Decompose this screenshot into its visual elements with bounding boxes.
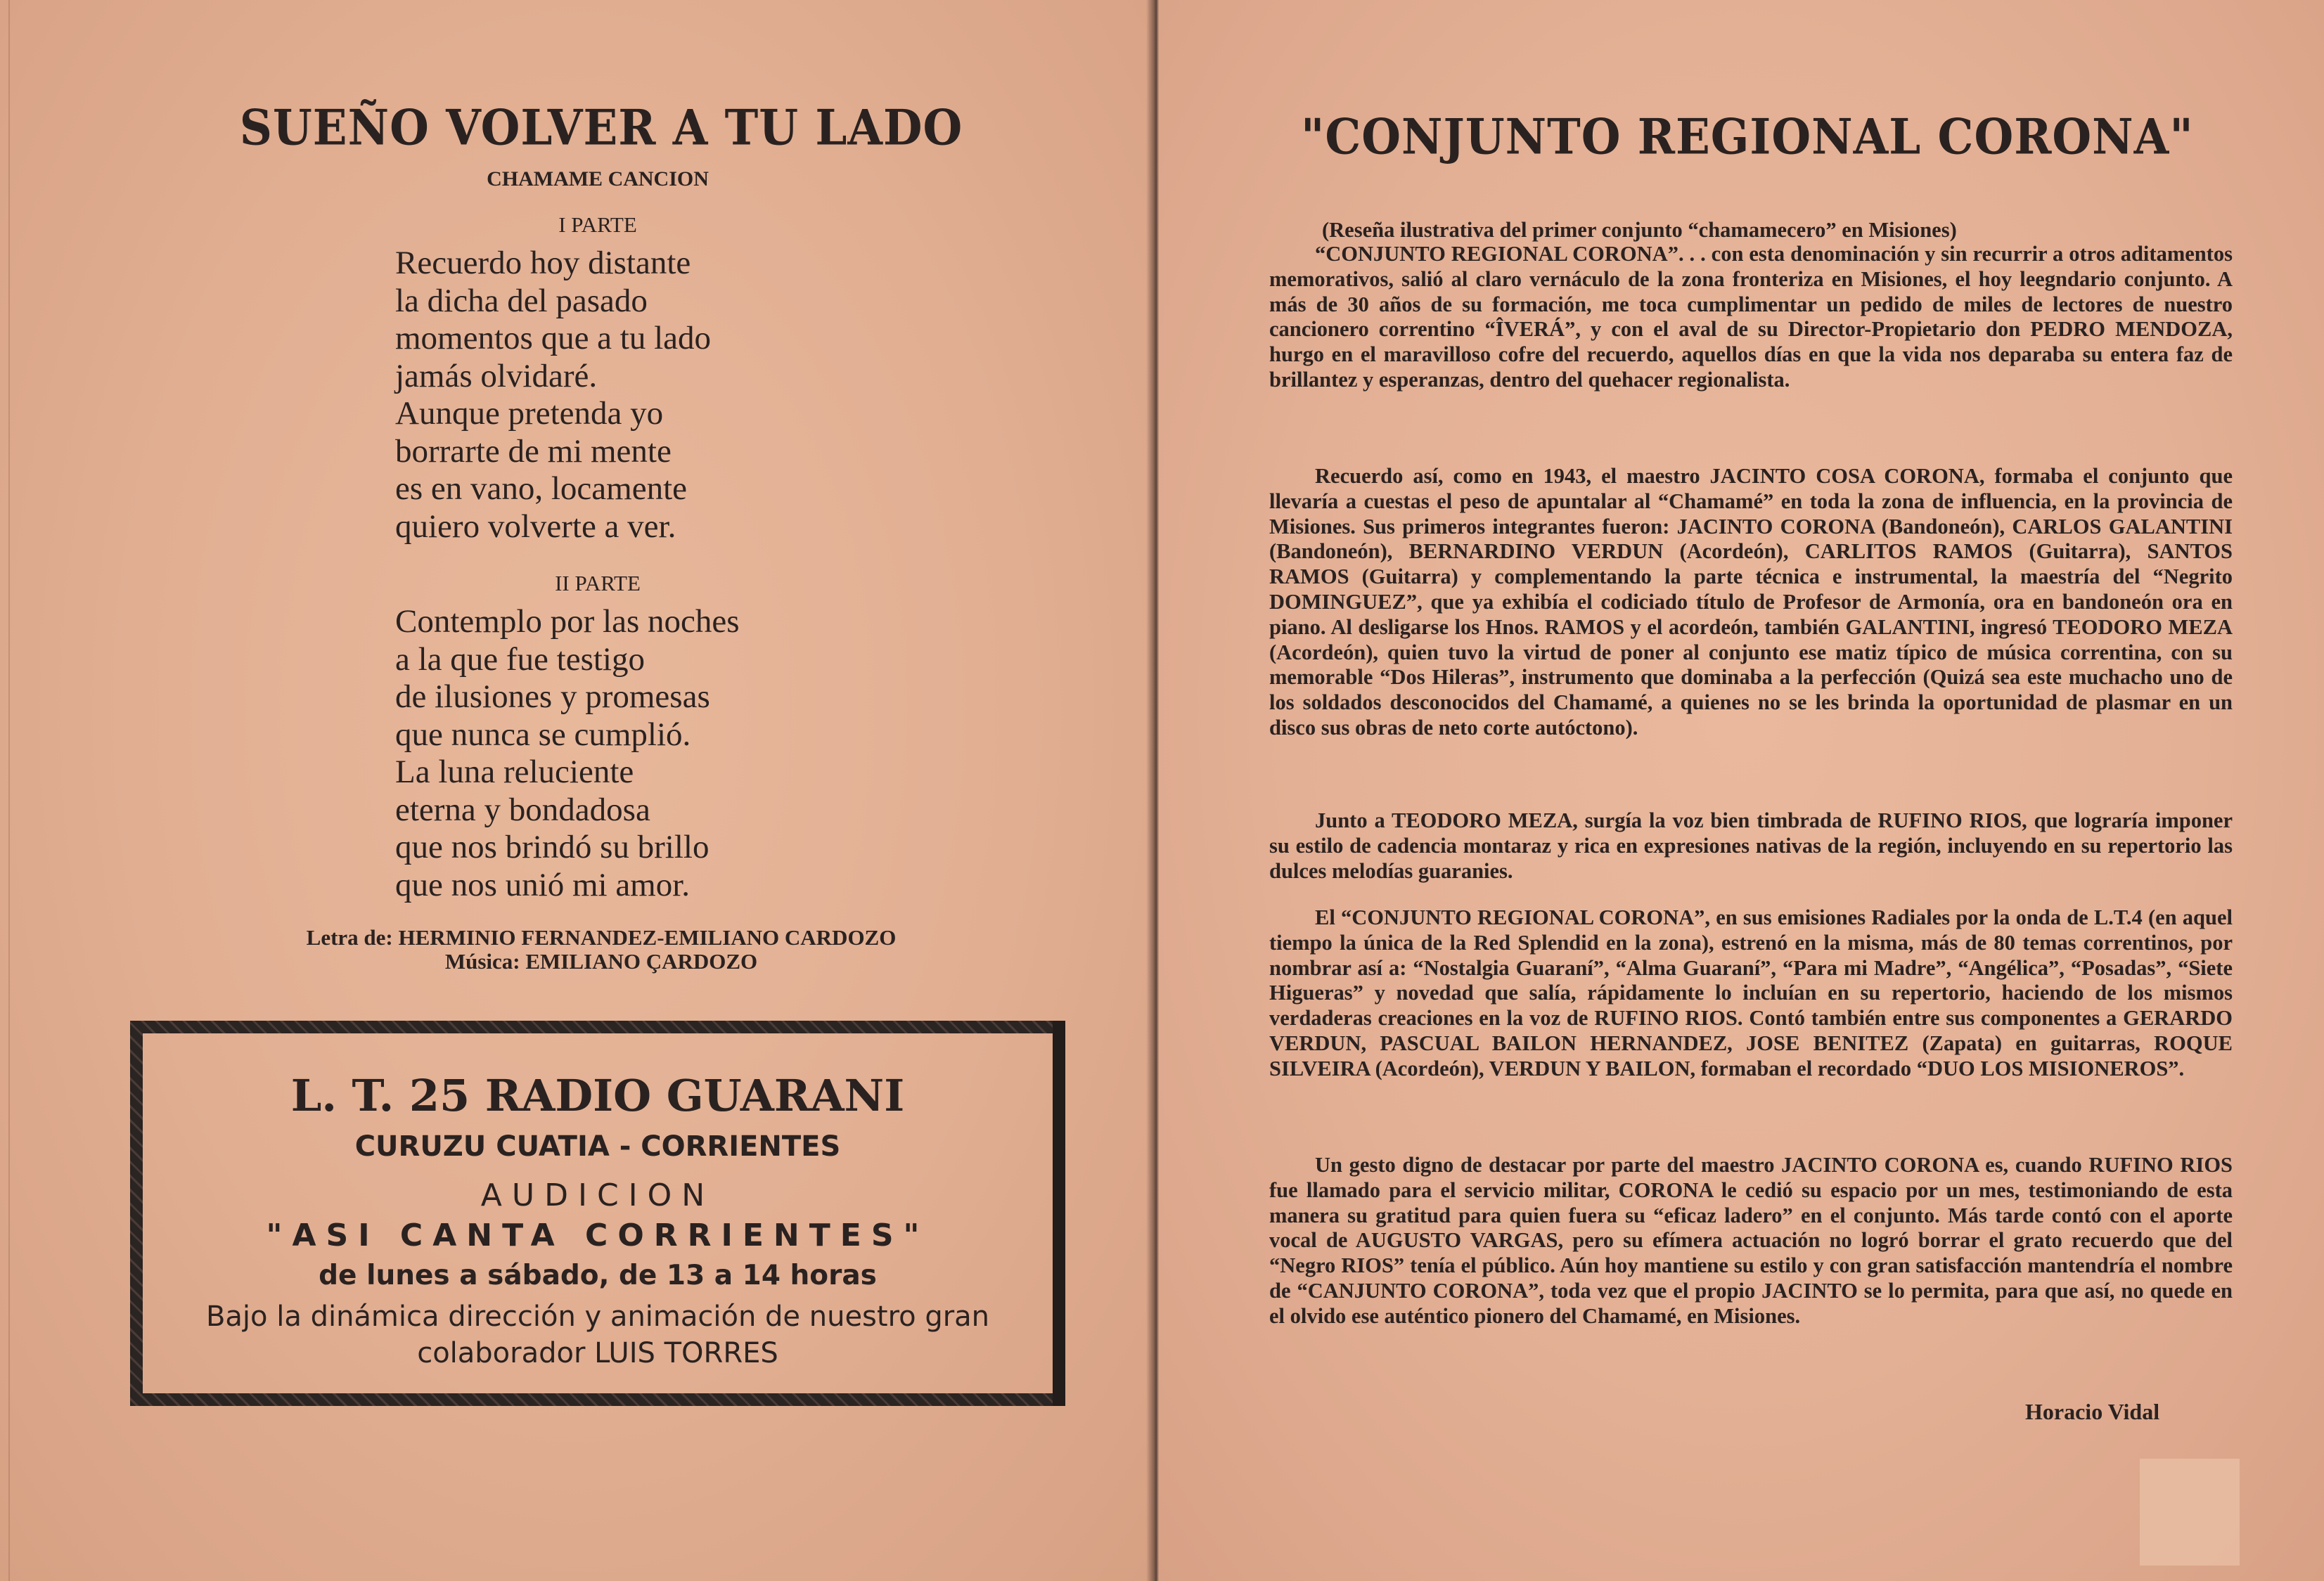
music-credit: Música: EMILIANO ÇARDOZO (444, 949, 758, 974)
song-genre: CHAMAME CANCION (487, 167, 709, 191)
lyrics-credit: Letra de: HERMINIO FERNANDEZ-EMILIANO CARDOZO (306, 925, 897, 950)
ad-collaborator: colaborador LUIS TORRES (417, 1337, 778, 1369)
ad-direction: Bajo la dinámica dirección y animación de nuestro gran (205, 1301, 990, 1333)
author-signature: Horacio Vidal (2025, 1399, 2160, 1424)
verse-line: jamás olvidaré. (395, 357, 598, 394)
article-paragraph (1269, 242, 2233, 393)
part-2-heading: II PARTE (555, 571, 641, 595)
paragraph-text: Un gesto digno de destacar por parte del maestro JACINTO CORONA es, cuando RUFINO RIOS fue llamado para el servicio militar, CORONA le cedió su espacio por un mes, testimoniando de esta manera su gratitud para quien fuera su “eficaz ladero” en el conjunto. Más tarde contó con el aporte vocal de AUGUSTO VARGAS, pero su efímera actuación no logró borrar el grato recuerdo que del “Negro RIOS” tenía el público. Aún hoy mantiene su estilo y con gran satisfacción mantendría el nombre de “CANJUNTO CORONA”, toda vez que el propio JACINTO se lo permita, para que así, no quede en el olvido ese auténtico pionero del Chamamé, en Misiones. (1269, 1153, 2233, 1328)
verse-line: borrarte de mi mente (395, 432, 672, 470)
part-1-heading: I PARTE (558, 212, 637, 237)
verse-line: quiero volverte a ver. (395, 508, 676, 545)
verse-line: Aunque pretenda yo (395, 395, 664, 432)
article-title: "CONJUNTO REGIONAL CORONA" (1301, 109, 2194, 166)
article-paragraph (1269, 464, 2233, 741)
paragraph-text: El “CONJUNTO REGIONAL CORONA”, en sus emisiones Radiales por la onda de L.T.4 (en aquel tiempo la única de la Red Splendid en la zona), estrenó en la misma, más de 80 temas correntinos, por nombrar así a: “Nostalgia Guaraní”, “Alma Guaraní”, “Para mi Madre”, “Angélica”, “Posadas”, “Siete Higueras” y novedad que salía, rápidamente lo incluían en su repertorio, haciendo de los mismos verdaderas creaciones en la voz de RUFINO RIOS. Contó también entre sus componentes a GERARDO VERDUN, PASCUAL BAILON HERNANDEZ, JOSE BENITEZ (Zapata) en guitarras, ROQUE SILVEIRA (Acordeón), VERDUN Y BAILON, formaban el recordado “DUO LOS MISIONEROS”. (1269, 905, 2233, 1080)
verse-line: La luna reluciente (395, 754, 634, 790)
verse-line: de ilusiones y promesas (395, 678, 710, 715)
verse-line: Contemplo por las noches (395, 603, 740, 640)
verse-part-1 (395, 245, 887, 546)
verse-part-2 (395, 603, 887, 904)
verse-line: momentos que a tu lado (395, 320, 712, 356)
verse-line: que nunca se cumplió. (395, 716, 691, 753)
ad-location: CURUZU CUATIA - CORRIENTES (354, 1130, 841, 1163)
verse-line: que nos unió mi amor. (395, 866, 691, 903)
verse-line: es en vano, locamente (395, 470, 687, 507)
ad-program-name: "ASI CANTA CORRIENTES" (266, 1218, 930, 1253)
paragraph-text: “CONJUNTO REGIONAL CORONA”. . . con esta denominación y sin recurrir a otros aditamentos memorativos, salió al claro vernáculo de la zona fronteriza en Misiones, el hoy leegndario conjunto. A más de 30 años de su formación, me toca cumplimentar un pedido de miles de lectores de nuestro cancionero correntino “ÎVERÁ”, y con el aval de su Director-Propietario don PEDRO MENDOZA, hurgo en el maravilloso cofre del recuerdo, aquellos días en que la vida nos deparaba su entera faz de brillantez y esperanzas, dentro del quehacer regionalista. (1269, 242, 2233, 392)
article-intro: (Reseña ilustrativa del primer conjunto “chamamecero” en Misiones) (1322, 218, 1957, 242)
ad-station-name: L. T. 25 RADIO GUARANI (290, 1070, 905, 1121)
paragraph-text: Recuerdo así, como en 1943, el maestro JACINTO COSA CORONA, formaba el conjunto que llevaría a cuestas el peso de apuntalar al “Chamamé” en toda la zona de influencia, en la provincia de Misiones. Sus primeros integrantes fueron: JACINTO CORONA (Bandoneón), CARLOS GALANTINI (Bandoneón), BERNARDINO VERDUN (Acordeón), CARLITOS RAMOS (Guitarra), SANTOS RAMOS (Guitarra) y complementando la parte técnica e instrumental, la maestría del “Negrito DOMINGUEZ”, que ya exhibía el codiciado título de Profesor de Armonía, ora en bandoneón ora en piano. Al desligarse los Hnos. RAMOS y el acordeón, también GALANTINI, ingresó TEODORO MEZA (Acordeón), quien tuvo la virtud de poner al conjunto ese matiz típico de música correntina, con su memorable “Dos Hileras”, instrumento que dominaba a la perfección (Quizá sea este muchacho uno de los soldados desconocidos del Chamamé, a quienes no se les brinda la oportunidad de plasmar en un disco sus obras de neto corte autóctono). (1269, 464, 2233, 740)
article-paragraph (1269, 1153, 2233, 1329)
song-title: SUEÑO VOLVER A TU LADO (239, 100, 963, 157)
page-edge (8, 0, 10, 1581)
radio-advertisement (130, 1021, 1065, 1406)
verse-line: que nos brindó su brillo (395, 829, 710, 865)
paper-patch (2140, 1459, 2240, 1566)
verse-line: Recuerdo hoy distante (395, 245, 691, 281)
ad-schedule: de lunes a sábado, de 13 a 14 horas (319, 1260, 877, 1291)
ad-audicion-label: AUDICION (480, 1177, 715, 1213)
book-spine (1146, 0, 1159, 1581)
verse-line: a la que fue testigo (395, 640, 645, 678)
paragraph-text: Junto a TEODORO MEZA, surgía la voz bien timbrada de RUFINO RIOS, que lograría imponer su estilo de cadencia montaraz y rica en expresiones nativas de la región, incluyendo en su repertorio las dulces melodías guaranies. (1269, 808, 2233, 883)
article-paragraph (1269, 905, 2233, 1082)
verse-line: la dicha del pasado (395, 282, 648, 319)
verse-line: eterna y bondadosa (395, 791, 650, 828)
article-paragraph (1269, 808, 2233, 884)
